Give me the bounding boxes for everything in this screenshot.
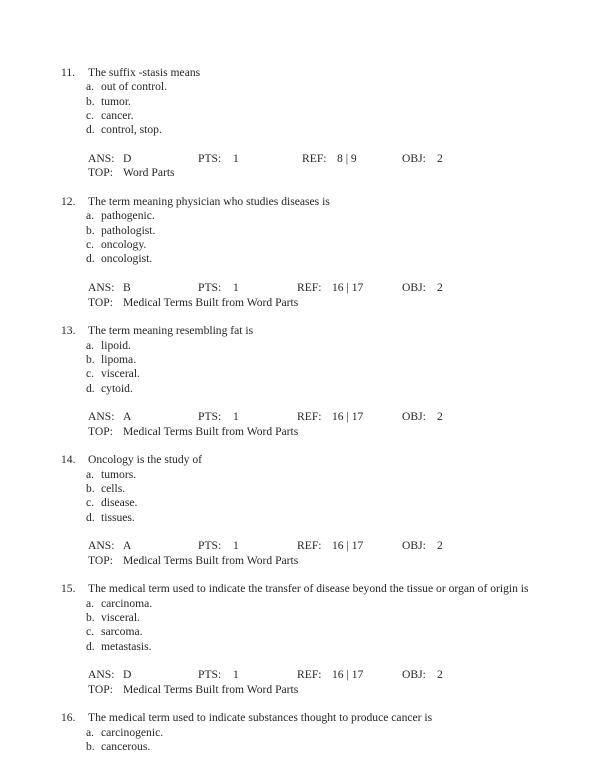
option-text: oncology.	[101, 238, 147, 252]
question-block	[0, 582, 600, 711]
pts-value: 1	[233, 668, 239, 682]
spacer	[0, 310, 600, 324]
option-text: visceral.	[101, 367, 140, 381]
answer-option[interactable]	[0, 726, 600, 740]
option-text: cells.	[101, 481, 126, 495]
option-letter: a.	[86, 80, 95, 94]
option-text: tissues.	[101, 510, 135, 524]
answer-options	[0, 726, 600, 755]
option-letter: a.	[86, 596, 95, 610]
question-block	[0, 711, 600, 754]
question-stem	[0, 582, 600, 596]
ans-value: D	[123, 668, 132, 682]
option-letter: d.	[86, 381, 95, 395]
answer-option[interactable]	[0, 95, 600, 109]
top-label: TOP:	[88, 553, 113, 567]
question-stem	[0, 453, 600, 467]
option-letter: d.	[86, 123, 95, 137]
answer-option[interactable]	[0, 238, 600, 252]
top-value: Medical Terms Built from Word Parts	[123, 295, 299, 309]
spacer	[0, 138, 600, 152]
pts-label: PTS:	[198, 152, 222, 166]
option-letter: c.	[86, 109, 95, 123]
topic-row	[0, 683, 600, 697]
answer-option[interactable]	[0, 109, 600, 123]
answer-options	[0, 339, 600, 396]
answer-option[interactable]	[0, 123, 600, 137]
ref-label: REF:	[297, 668, 322, 682]
option-text: cancer.	[101, 109, 134, 123]
top-label: TOP:	[88, 424, 113, 438]
option-text: carcinogenic.	[101, 725, 164, 739]
obj-value: 2	[437, 152, 443, 166]
ans-value: A	[123, 539, 132, 553]
ans-label: ANS:	[88, 281, 115, 295]
top-label: TOP:	[88, 682, 113, 696]
answer-option[interactable]	[0, 468, 600, 482]
question-stem-text: The term meaning physician who studies diseases is	[88, 195, 330, 209]
option-letter: c.	[86, 367, 95, 381]
option-letter: d.	[86, 639, 95, 653]
topic-row	[0, 166, 600, 180]
ref-label: REF:	[297, 281, 322, 295]
option-text: lipoma.	[101, 352, 137, 366]
obj-value: 2	[437, 539, 443, 553]
question-stem-text: The medical term used to indicate substances thought to produce cancer is	[88, 711, 433, 725]
ref-label: REF:	[302, 152, 327, 166]
ans-label: ANS:	[88, 668, 115, 682]
question-stem-text: The term meaning resembling fat is	[88, 324, 254, 338]
question-number: 13.	[61, 324, 76, 338]
answer-option[interactable]	[0, 339, 600, 353]
ans-value: D	[123, 152, 132, 166]
top-value: Medical Terms Built from Word Parts	[123, 682, 299, 696]
option-text: oncologist.	[101, 252, 153, 266]
pts-label: PTS:	[198, 668, 222, 682]
obj-label: OBJ:	[402, 410, 426, 424]
obj-label: OBJ:	[402, 539, 426, 553]
spacer	[0, 396, 600, 410]
option-letter: d.	[86, 252, 95, 266]
option-text: tumor.	[101, 94, 131, 108]
topic-row	[0, 554, 600, 568]
option-text: visceral.	[101, 611, 140, 625]
option-text: tumors.	[101, 467, 137, 481]
answer-option[interactable]	[0, 740, 600, 754]
pts-label: PTS:	[198, 281, 222, 295]
pts-value: 1	[233, 410, 239, 424]
question-list	[0, 66, 600, 755]
answer-option[interactable]	[0, 209, 600, 223]
answer-metadata-row	[0, 668, 600, 682]
option-letter: d.	[86, 510, 95, 524]
option-letter: a.	[86, 467, 95, 481]
option-text: metastasis.	[101, 639, 152, 653]
answer-option[interactable]	[0, 482, 600, 496]
question-block	[0, 324, 600, 453]
obj-value: 2	[437, 281, 443, 295]
option-text: lipoid.	[101, 338, 131, 352]
topic-row	[0, 296, 600, 310]
option-text: cytoid.	[101, 381, 133, 395]
option-text: out of control.	[101, 80, 168, 94]
topic-row	[0, 425, 600, 439]
option-text: pathologist.	[101, 223, 156, 237]
spacer	[0, 568, 600, 582]
ref-label: REF:	[297, 539, 322, 553]
option-letter: b.	[86, 94, 95, 108]
question-number: 11.	[61, 66, 76, 79]
pts-value: 1	[233, 281, 239, 295]
question-stem	[0, 711, 600, 725]
option-text: cancerous.	[101, 740, 151, 754]
spacer	[0, 439, 600, 453]
option-letter: b.	[86, 611, 95, 625]
question-number: 12.	[61, 195, 76, 209]
obj-value: 2	[437, 668, 443, 682]
option-letter: b.	[86, 223, 95, 237]
question-number: 16.	[61, 711, 76, 725]
ref-value: 8 | 9	[337, 152, 357, 166]
answer-metadata-row	[0, 539, 600, 553]
answer-option[interactable]	[0, 252, 600, 266]
option-letter: a.	[86, 725, 95, 739]
top-value: Word Parts	[123, 166, 175, 180]
top-label: TOP:	[88, 166, 113, 180]
ref-value: 16 | 17	[332, 410, 364, 424]
pts-label: PTS:	[198, 410, 222, 424]
answer-metadata-row	[0, 281, 600, 295]
option-letter: c.	[86, 625, 95, 639]
answer-option[interactable]	[0, 80, 600, 94]
question-stem	[0, 66, 600, 80]
ans-label: ANS:	[88, 410, 115, 424]
spacer	[0, 181, 600, 195]
option-text: sarcoma.	[101, 625, 143, 639]
question-stem-text: Oncology is the study of	[88, 453, 202, 467]
answer-metadata-row	[0, 152, 600, 166]
question-stem	[0, 324, 600, 338]
obj-value: 2	[437, 410, 443, 424]
question-stem-text: The suffix -stasis means	[88, 66, 201, 79]
obj-label: OBJ:	[402, 281, 426, 295]
spacer	[0, 697, 600, 711]
top-label: TOP:	[88, 295, 113, 309]
ans-label: ANS:	[88, 152, 115, 166]
answer-option[interactable]	[0, 496, 600, 510]
obj-label: OBJ:	[402, 668, 426, 682]
option-letter: b.	[86, 352, 95, 366]
question-stem	[0, 195, 600, 209]
option-letter: c.	[86, 238, 95, 252]
answer-options	[0, 468, 600, 525]
question-number: 15.	[61, 582, 76, 596]
obj-label: OBJ:	[402, 152, 426, 166]
answer-metadata-row	[0, 410, 600, 424]
ref-value: 16 | 17	[332, 539, 364, 553]
ans-value: B	[123, 281, 131, 295]
option-letter: b.	[86, 740, 95, 754]
option-text: carcinoma.	[101, 596, 153, 610]
spacer	[0, 267, 600, 281]
ref-value: 16 | 17	[332, 281, 364, 295]
option-letter: a.	[86, 209, 95, 223]
answer-option[interactable]	[0, 597, 600, 611]
spacer	[0, 654, 600, 668]
pts-value: 1	[233, 152, 239, 166]
answer-option[interactable]	[0, 382, 600, 396]
option-letter: a.	[86, 338, 95, 352]
pts-value: 1	[233, 539, 239, 553]
option-letter: c.	[86, 496, 95, 510]
answer-option[interactable]	[0, 640, 600, 654]
answer-options	[0, 80, 600, 137]
top-value: Medical Terms Built from Word Parts	[123, 424, 299, 438]
ref-label: REF:	[297, 410, 322, 424]
option-text: pathogenic.	[101, 209, 155, 223]
answer-option[interactable]	[0, 611, 600, 625]
ans-label: ANS:	[88, 539, 115, 553]
spacer	[0, 525, 600, 539]
answer-option[interactable]	[0, 224, 600, 238]
ref-value: 16 | 17	[332, 668, 364, 682]
answer-options	[0, 209, 600, 266]
pts-label: PTS:	[198, 539, 222, 553]
answer-option[interactable]	[0, 511, 600, 525]
question-block	[0, 453, 600, 582]
option-text: disease.	[101, 496, 138, 510]
answer-option[interactable]	[0, 353, 600, 367]
ans-value: A	[123, 410, 132, 424]
question-block	[0, 66, 600, 195]
answer-option[interactable]	[0, 367, 600, 381]
option-letter: b.	[86, 481, 95, 495]
option-text: control, stop.	[101, 123, 162, 137]
question-number: 14.	[61, 453, 76, 467]
answer-options	[0, 597, 600, 654]
question-stem-text: The medical term used to indicate the transfer of disease beyond the tissue or organ of origin is	[88, 582, 529, 596]
top-value: Medical Terms Built from Word Parts	[123, 553, 299, 567]
answer-option[interactable]	[0, 625, 600, 639]
question-block	[0, 195, 600, 324]
